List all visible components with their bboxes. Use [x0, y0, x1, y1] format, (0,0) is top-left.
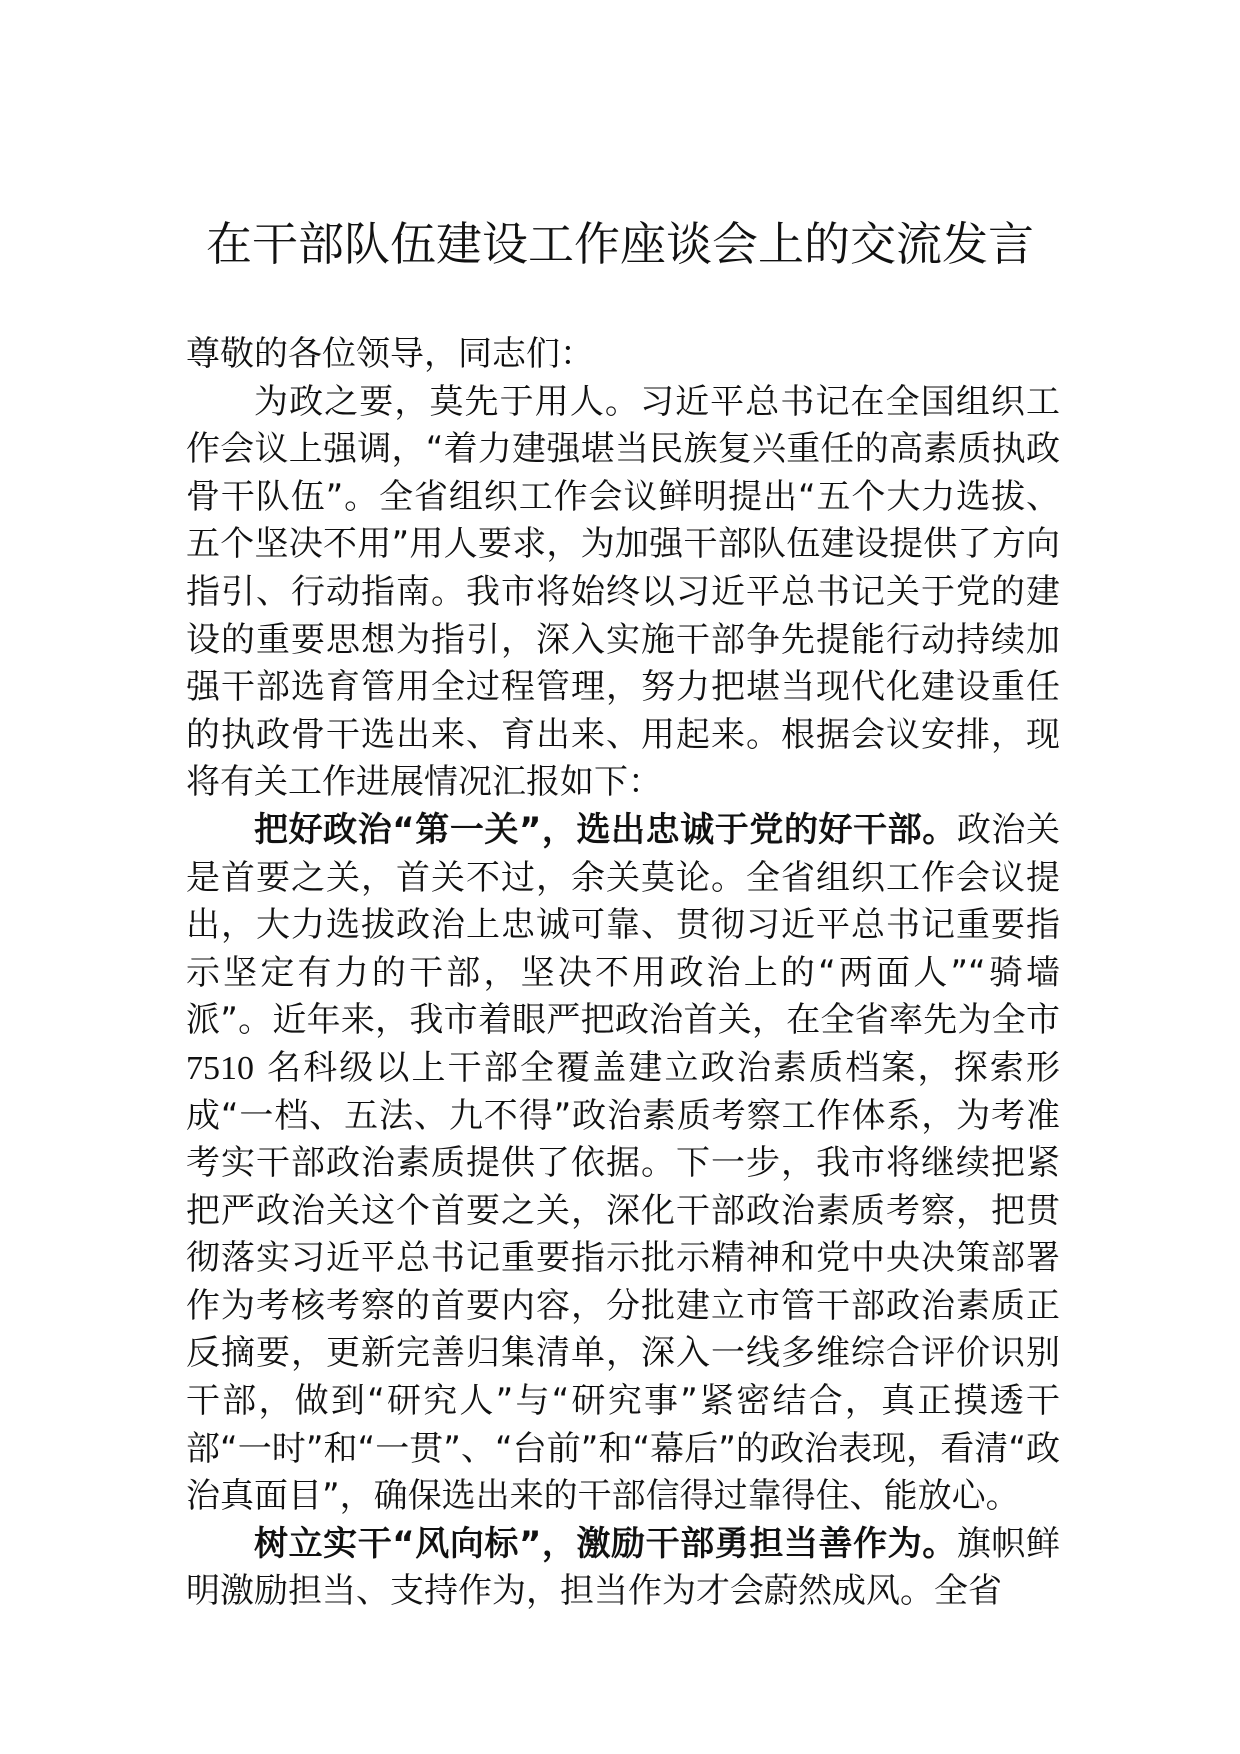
section-2-lead: 树立实干“风向标”，激励干部勇担当善作为。	[254, 1523, 957, 1564]
section-1-paragraph	[186, 807, 1060, 1521]
section-2-paragraph	[186, 1521, 1060, 1616]
document-title: 在干部队伍建设工作座谈会上的交流发言	[206, 217, 1034, 271]
section-1-lead: 把好政治“第一关”，选出忠诚于党的好干部。	[254, 809, 957, 850]
section-1-text-part-1: 政治关是首要之关，首关不过，余关莫论。全省组织工作会议提出，大力选拔政治上忠诚可靠、贯彻习近平总书记重要指示坚定有力的干部，坚决不用政治上的“两面人”“骑墙派”。近年来，我市着眼严把政治首关，在全省率先为全市	[186, 809, 1060, 1041]
cadre-count: 7510	[186, 1049, 254, 1087]
intro-paragraph: 为政之要，莫先于用人。习近平总书记在全国组织工作会议上强调，“着力建强堪当民族复兴重任的高素质执政骨干队伍”。全省组织工作会议鲜明提出“五个大力选拔、五个坚决不用”用人要求，为加强干部队伍建设提供了方向指引、行动指南。我市将始终以习近平总书记关于党的建设的重要思想为指引，深入实施干部争先提能行动持续加强干部选育管用全过程管理，努力把堪当现代化建设重任的执政骨干选出来、育出来、用起来。根据会议安排，现将有关工作进展情况汇报如下：	[186, 381, 1060, 803]
section-2-text: 旗帜鲜明激励担当、支持作为，担当作为才会蔚然成风。全省	[186, 1523, 1060, 1612]
document-body	[186, 331, 1060, 1616]
salutation: 尊敬的各位领导，同志们：	[186, 334, 594, 374]
section-1-text-part-2: 名科级以上干部全覆盖建立政治素质档案，探索形成“一档、五法、九不得”政治素质考察工作体系，为考准考实干部政治素质提供了依据。下一步，我市将继续把紧把严政治关这个首要之关，深化干部政治素质考察，把贯彻落实习近平总书记重要指示批示精神和党中央决策部署作为考核考察的首要内容，分批建立市管干部政治素质正反摘要，更新完善归集清单，深入一线多维综合评价识别干部，做到“研究人”与“研究事”紧密结合，真正摸透干部“一时”和“一贯”、“台前”和“幕后”的政治表现，看清“政治真面目”，确保选出来的干部信得过靠得住、能放心。	[186, 1047, 1060, 1517]
